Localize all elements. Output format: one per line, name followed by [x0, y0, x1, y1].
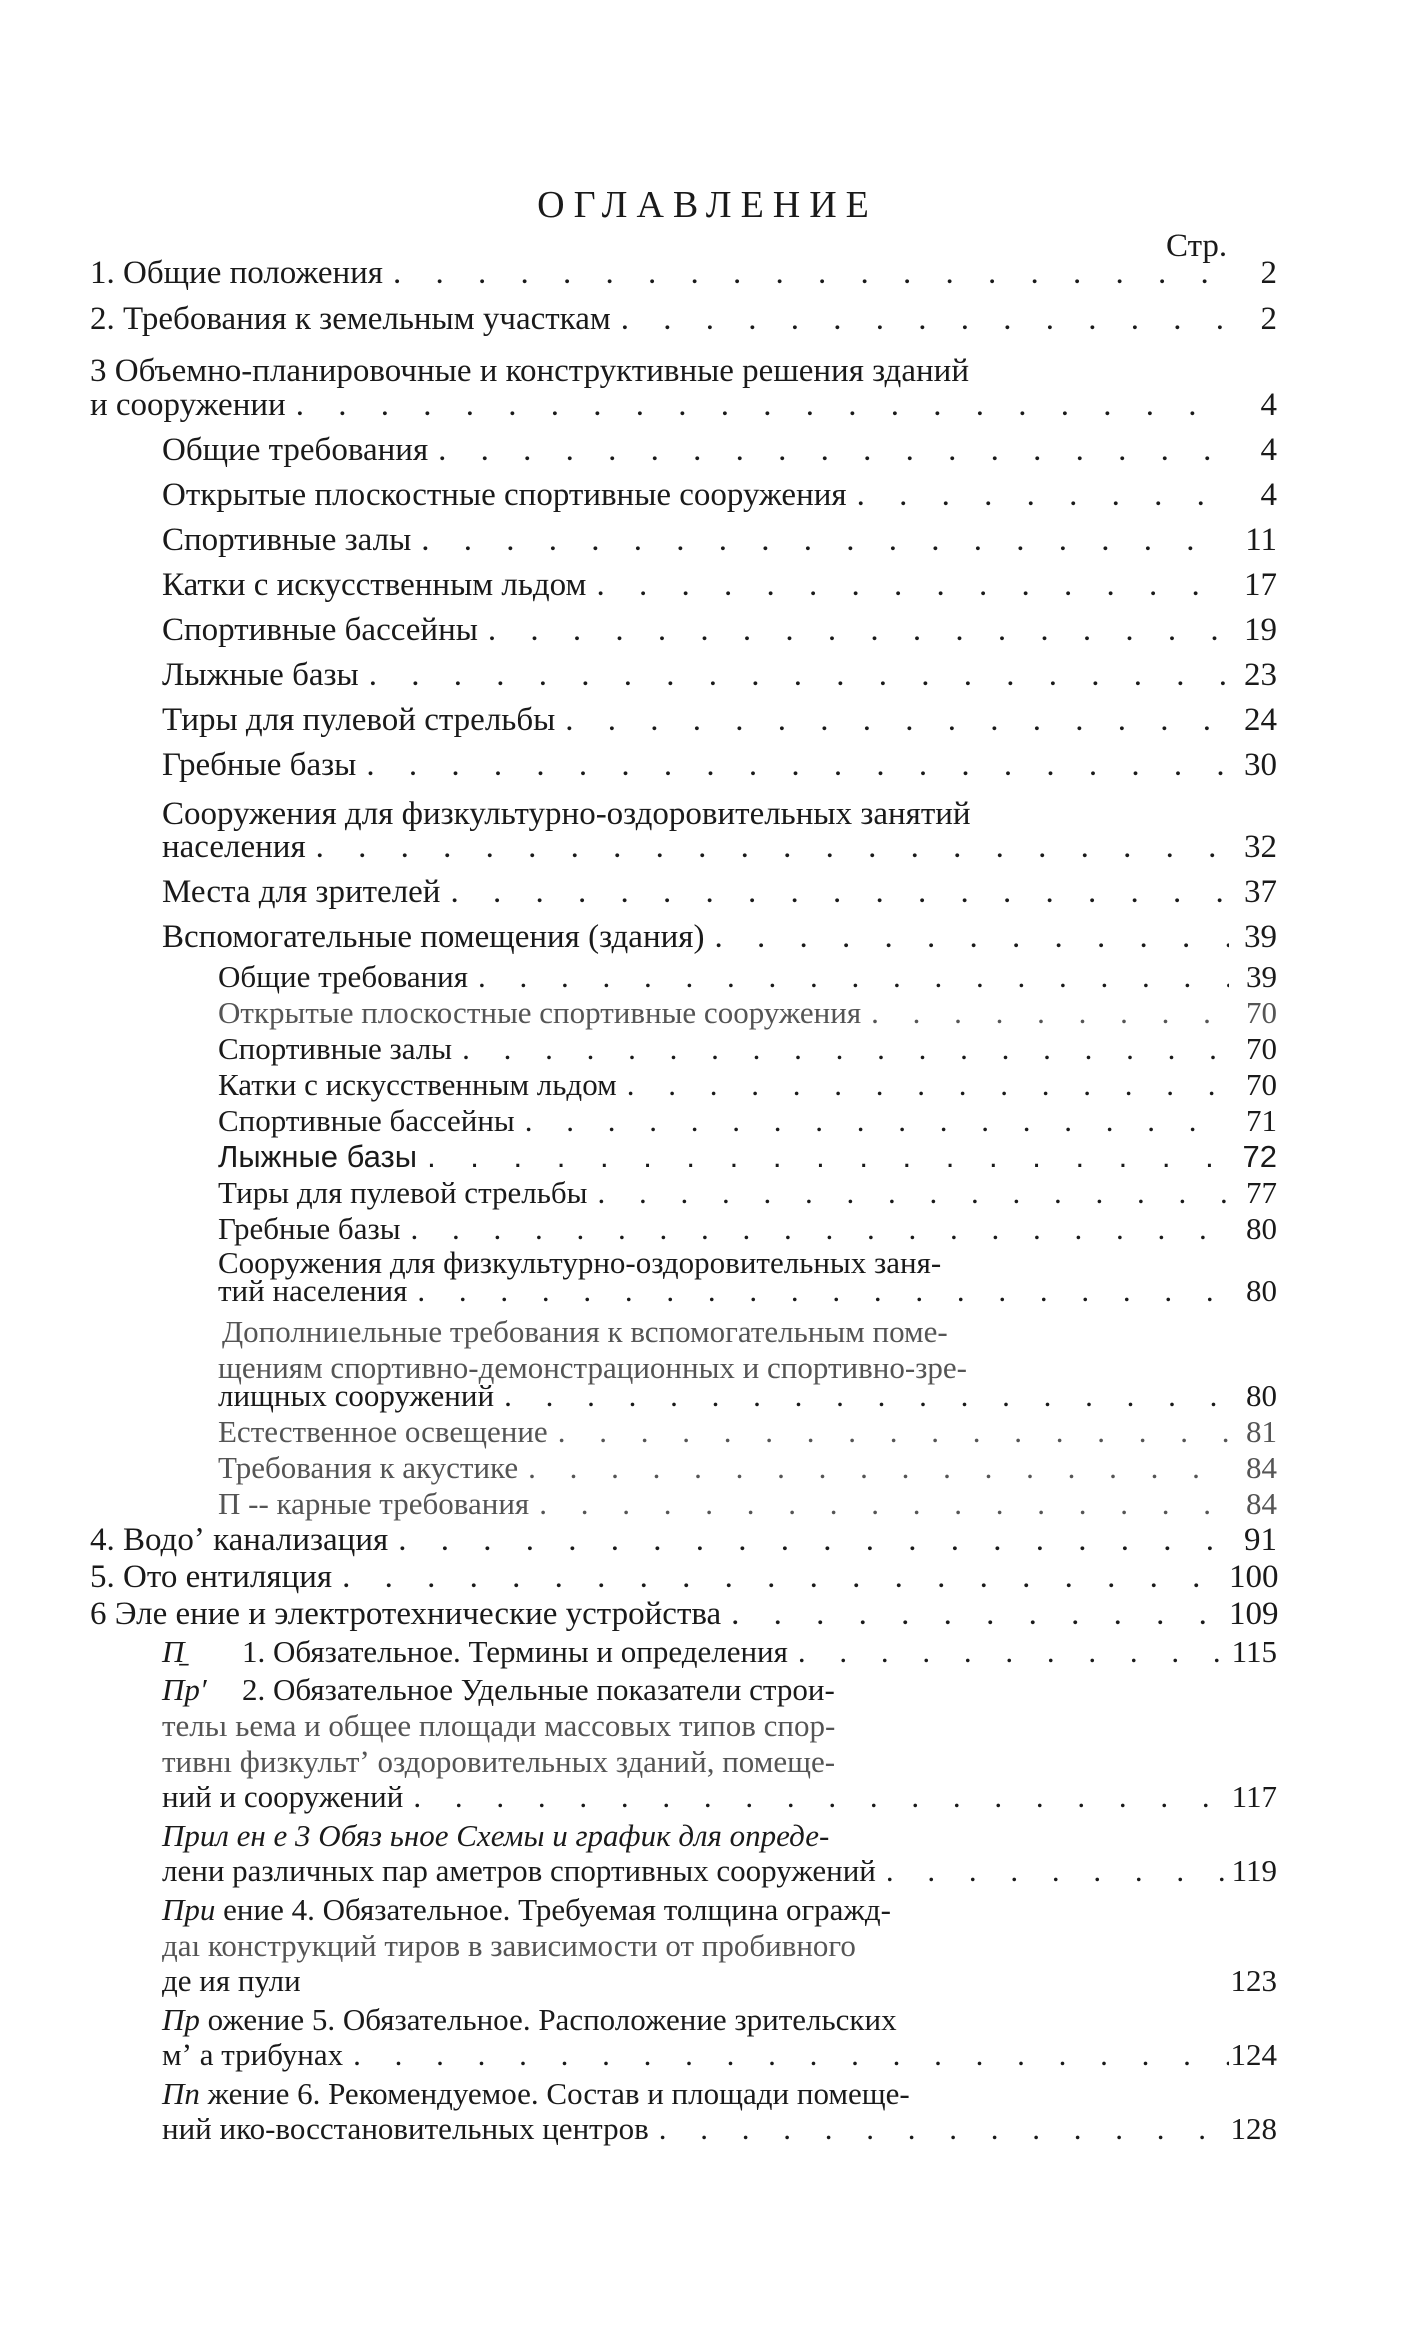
toc-entry[interactable] [162, 603, 1277, 647]
toc-entry-title: 2. Требования к земельным участкам [90, 301, 611, 337]
toc-entry-title: Требования к акустике [218, 1450, 519, 1485]
leader-dots [788, 1636, 1229, 1667]
toc-entry-page: 84 [1246, 1450, 1277, 1485]
toc-entry-page: 80 [1246, 1211, 1277, 1246]
toc-entry-title: лищных сооружений [218, 1378, 495, 1413]
toc-entry-title: Открытые плоскостные спортивные сооружения [162, 477, 847, 513]
toc-entry-page: 32 [1244, 829, 1277, 865]
toc-entry-title: Тиры для пулевой стрельбы [162, 702, 556, 738]
toc-entry-title: Общие требования [162, 432, 429, 468]
toc-entry-page: 81 [1246, 1414, 1277, 1449]
appendix-text: жение 6. Рекомендуемое. Состав и площади помеще- [207, 2076, 910, 2111]
leader-dots [401, 1213, 1229, 1244]
toc-entry-appendix[interactable] [162, 1960, 1277, 1996]
toc-entry-page: 2 [1260, 255, 1277, 291]
leader-dots [555, 704, 1229, 737]
toc-entry[interactable] [218, 1208, 1277, 1244]
toc-entry-title: Спортивные бассейны [218, 1103, 515, 1138]
toc-entry-page: 124 [1230, 2037, 1277, 2072]
leader-dots [704, 921, 1229, 954]
toc-entry[interactable] [218, 1270, 1277, 1306]
toc-entry-title: 6 Эле ение и электротехнические устройства [90, 1596, 722, 1632]
appendix-label: Пр′ [162, 1672, 207, 1707]
toc-entry-title: населения [162, 829, 306, 865]
leader-dots [617, 1069, 1229, 1100]
toc-entry[interactable] [90, 1519, 1277, 1557]
toc-entry[interactable] [218, 1411, 1277, 1447]
toc-entry-page: 4 [1260, 432, 1277, 468]
toc-entry-title-line: 3 Объемно-планировочные и конструктивные решения зданий [90, 353, 969, 389]
toc-entry[interactable] [218, 1028, 1277, 1064]
toc-entry-page: 24 [1244, 702, 1277, 738]
toc-entry[interactable] [162, 558, 1277, 602]
toc-entry-title: Тиры для пулевой стрельбы [218, 1175, 588, 1210]
toc-entry-page: 77 [1246, 1175, 1277, 1210]
toc-entry-title: 1. Общие положения [90, 255, 383, 291]
toc-entry[interactable] [162, 693, 1277, 737]
toc-entry-title-line: Сооружения для физкультурно-оздоровительных занятий [162, 796, 971, 832]
leader-dots [407, 1275, 1229, 1306]
toc-entry[interactable] [90, 292, 1277, 336]
leader-dots [428, 434, 1229, 467]
toc-entry-title: ний и сооружений [162, 1779, 404, 1814]
toc-entry[interactable] [90, 1593, 1277, 1631]
toc-entry-appendix[interactable] [162, 1631, 1277, 1667]
toc-entry-page: 72 [1242, 1139, 1277, 1174]
toc-entry[interactable] [218, 1172, 1277, 1208]
leader-dots [649, 2113, 1229, 2144]
leader-dots [529, 1488, 1229, 1519]
leader-dots [306, 831, 1229, 864]
leader-dots [494, 1380, 1229, 1411]
appendix-line: тивнı физкультʼ оздоровительных зданий, помеще- [162, 1744, 836, 1779]
appendix-text: 2. Обязательное Удельные показатели строи- [242, 1672, 835, 1707]
appendix-line: даı конструкций тиров в зависимости от пробивного [162, 1928, 856, 1963]
toc-entry[interactable] [162, 468, 1277, 512]
leader-dots [403, 1781, 1229, 1812]
toc-entry-page: 30 [1244, 747, 1277, 783]
appendix-line [162, 2004, 897, 2035]
toc-entry-appendix[interactable] [162, 2034, 1277, 2070]
toc-entry-title-line: Дополниıельные требования к вспомогательным поме- [222, 1314, 948, 1349]
leader-dots [388, 1524, 1229, 1557]
appendix-label: Пп [162, 2076, 200, 2111]
toc-entry[interactable] [218, 1064, 1277, 1100]
toc-entry-page: 11 [1245, 522, 1277, 558]
leader-dots [417, 1141, 1229, 1172]
toc-entry-title: Спортивные залы [162, 522, 412, 558]
toc-entry-title: Спортивные залы [218, 1031, 453, 1066]
page-column-header: Стр. [1166, 228, 1228, 264]
toc-entry-title: Открытые плоскостные спортивные сооружения [218, 995, 862, 1030]
toc-entry-title: 5. Ото ентиляция [90, 1559, 333, 1595]
leader-dots [518, 1452, 1229, 1483]
appendix-line [162, 1894, 891, 1925]
toc-entry-appendix[interactable] [162, 1850, 1277, 1886]
appendix-line [162, 1674, 835, 1705]
toc-entry-page: 4 [1260, 477, 1277, 513]
leader-dots [586, 569, 1229, 602]
toc-entry-title: 1. Обязательное. Термины и определения [242, 1634, 788, 1669]
leader-dots [515, 1105, 1229, 1136]
toc-entry-title: 4. Водоʼ канализация [90, 1522, 389, 1558]
toc-entry-title: Вспомогательные помещения (здания) [162, 919, 705, 955]
toc-entry[interactable] [162, 910, 1277, 954]
leader-dots [332, 1561, 1229, 1594]
toc-entry-title: Катки с искусственным льдом [162, 567, 587, 603]
toc-entry-title: Лыжные базы [218, 1139, 418, 1174]
leader-dots [611, 303, 1229, 336]
appendix-line [162, 2078, 910, 2109]
toc-entry-title: и сооружении [90, 387, 286, 423]
toc-entry-page: 119 [1231, 1853, 1277, 1888]
toc-entry[interactable] [218, 992, 1277, 1028]
toc-entry[interactable] [218, 1447, 1277, 1483]
toc-entry-page: 115 [1231, 1634, 1277, 1669]
leader-dots [548, 1416, 1229, 1447]
toc-entry-page: 19 [1244, 612, 1277, 648]
leader-dots [359, 659, 1229, 692]
toc-entry-title: Лыжные базы [162, 657, 359, 693]
toc-entry[interactable] [162, 423, 1277, 467]
toc-entry[interactable] [218, 956, 1277, 992]
leader-dots [847, 479, 1229, 512]
appendix-label: При [162, 1892, 216, 1927]
toc-entry-page: 109 [1229, 1596, 1279, 1632]
toc-entry[interactable] [162, 513, 1277, 557]
toc-entry-title: тий населения [218, 1273, 408, 1308]
page-title: ОГЛАВЛЕНИЕ [537, 184, 878, 226]
appendix-label: Прил [162, 1818, 229, 1853]
toc-entry[interactable] [218, 1483, 1277, 1519]
toc-entry-title: ний ико-восстановительных центров [162, 2111, 649, 2146]
leader-dots [356, 749, 1229, 782]
toc-entry-appendix[interactable] [162, 1776, 1277, 1812]
toc-entry-page: 4 [1260, 387, 1277, 423]
leader-dots [876, 1855, 1229, 1886]
toc-entry-page: 2 [1260, 301, 1277, 337]
toc-entry-page: 23 [1244, 657, 1277, 693]
toc-entry-title-line: щениям спортивно-демонстрационных и спортивно-зре- [218, 1350, 967, 1385]
appendix-text: ен е 3 Обяз ьное Схемы и график для опреде- [236, 1818, 830, 1853]
toc-entry[interactable] [90, 378, 1277, 422]
toc-entry-page: 117 [1231, 1779, 1277, 1814]
leader-dots [343, 2039, 1229, 2070]
toc-entry-page: 37 [1244, 874, 1277, 910]
toc-entry-title: Гребные базы [162, 747, 357, 783]
toc-entry-title-line: Сооружения для физкультурно-оздоровительных заня- [218, 1245, 942, 1280]
leader-dots [468, 961, 1229, 992]
leader-dots [861, 997, 1229, 1028]
toc-entry-title: Катки с искусственным льдом [218, 1067, 617, 1102]
toc-entry-page: 70 [1246, 1031, 1277, 1066]
appendix-text: ожение 5. Обязательное. Расположение зрительских [207, 2002, 897, 2037]
toc-entry-title: Места для зрителей [162, 874, 441, 910]
leader-dots [411, 524, 1229, 557]
toc-entry[interactable] [90, 1556, 1277, 1594]
appendix-label: Пр [162, 2002, 200, 2037]
leader-dots [440, 876, 1229, 909]
toc-entry-title: Спортивные бассейны [162, 612, 478, 648]
toc-entry-page: 123 [1230, 1963, 1277, 1998]
toc-entry-page: 80 [1246, 1378, 1277, 1413]
leader-dots [452, 1033, 1229, 1064]
toc-entry-page: 17 [1244, 567, 1277, 603]
leader-dots [587, 1177, 1229, 1208]
toc-entry-page: 80 [1246, 1273, 1277, 1308]
toc-entry[interactable] [90, 246, 1277, 290]
toc-entry[interactable] [162, 648, 1277, 692]
toc-entry-page: 39 [1246, 959, 1277, 994]
leader-dots [478, 614, 1229, 647]
appendix-label: П̱ [162, 1634, 185, 1669]
appendix-line: тельı ьема и общее площади массовых типов спор- [162, 1708, 836, 1743]
toc-entry-title: лени различных пар аметров спортивных сооружений [162, 1853, 876, 1888]
toc-entry-page: 39 [1244, 919, 1277, 955]
toc-entry-title: П -- карные требования [218, 1486, 530, 1521]
toc-entry-page: 128 [1230, 2111, 1277, 2146]
toc-entry-title: Естественное освещение [218, 1414, 548, 1449]
toc-entry-page: 91 [1244, 1522, 1277, 1558]
toc-entry[interactable] [218, 1375, 1277, 1411]
appendix-text: ение 4. Обязательное. Требуемая толщина огражд- [223, 1892, 891, 1927]
toc-entry[interactable] [218, 1136, 1277, 1172]
toc-entry[interactable] [218, 1100, 1277, 1136]
toc-entry-title: Общие требования [218, 959, 469, 994]
toc-entry-page: 70 [1246, 1067, 1277, 1102]
toc-entry-title: де ия пули [162, 1963, 301, 1998]
toc-entry[interactable] [162, 738, 1277, 782]
appendix-line [162, 1820, 829, 1851]
toc-entry[interactable] [162, 865, 1277, 909]
toc-entry-page: 70 [1246, 995, 1277, 1030]
toc-entry-title: Гребные базы [218, 1211, 401, 1246]
toc-entry[interactable] [162, 820, 1277, 864]
toc-entry-title: мʼ а трибунах [162, 2037, 344, 2072]
toc-entry-page: 71 [1246, 1103, 1277, 1138]
leader-dots [383, 257, 1229, 290]
toc-entry-appendix[interactable] [162, 2108, 1277, 2144]
toc-entry-page: 100 [1229, 1559, 1279, 1595]
leader-dots [721, 1598, 1229, 1631]
toc-entry-page: 84 [1246, 1486, 1277, 1521]
leader-dots [286, 389, 1229, 422]
